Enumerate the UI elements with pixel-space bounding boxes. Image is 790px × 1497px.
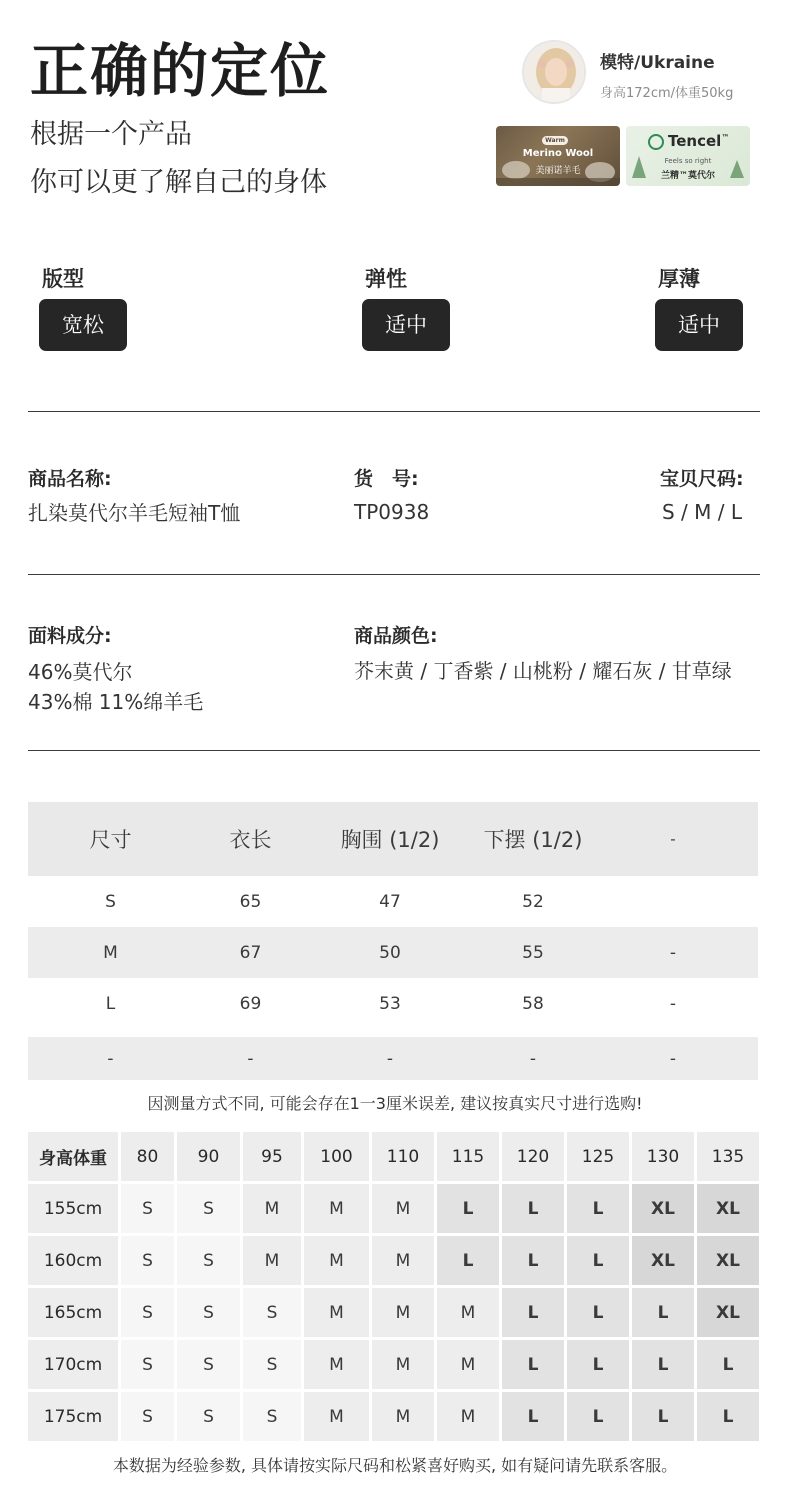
fit-size-cell: S — [121, 1184, 174, 1233]
fit-header-weight: 125 — [567, 1132, 629, 1181]
subtitle-line-2: 你可以更了解自己的身体 — [30, 167, 327, 198]
size-table — [28, 802, 758, 1080]
fit-size-cell: M — [437, 1392, 499, 1441]
size-cell — [638, 876, 708, 927]
fit-header-weight: 135 — [697, 1132, 759, 1181]
divider — [28, 411, 760, 412]
fit-size-cell: L — [567, 1340, 629, 1389]
model-portrait-image — [524, 42, 586, 104]
fit-size-cell: M — [304, 1392, 369, 1441]
table-row — [28, 1392, 759, 1441]
size-cell: - — [247, 1048, 254, 1069]
fit-size-cell: S — [177, 1184, 240, 1233]
size-header-hem: 下摆 (1/2) — [483, 828, 583, 852]
tencel-cn: 兰精™莫代尔 — [660, 171, 715, 181]
footer-note: 本数据为经验参数, 具体请按实际尺码和松紧喜好购买, 如有疑问请先联系客服。 — [112, 1456, 678, 1475]
fit-size-cell: L — [567, 1236, 629, 1285]
tencel-logo-text: Tencel™ — [668, 132, 730, 150]
attr-value-elasticity: 适中 — [362, 299, 450, 351]
table-row — [28, 1236, 759, 1285]
fit-size-cell: L — [502, 1392, 564, 1441]
divider — [28, 574, 760, 575]
fit-size-cell: L — [632, 1340, 694, 1389]
fit-size-cell: M — [243, 1236, 301, 1285]
merino-wool-cn: 美丽诺羊毛 — [535, 166, 581, 176]
size-cell: 52 — [522, 891, 544, 912]
fit-header-weight: 120 — [502, 1132, 564, 1181]
size-cell: - — [669, 1048, 677, 1069]
fit-size-cell: S — [121, 1288, 174, 1337]
fit-size-cell: XL — [632, 1184, 694, 1233]
fit-header-weight: 110 — [372, 1132, 434, 1181]
table-row — [28, 876, 758, 927]
model-stats: 身高172cm/体重50kg — [600, 86, 734, 101]
fit-row-height: 155cm — [28, 1184, 118, 1233]
fabric-label: 面料成分: — [28, 625, 112, 647]
fit-size-cell: L — [437, 1184, 499, 1233]
fit-size-cell: L — [632, 1392, 694, 1441]
fit-size-cell: M — [372, 1236, 434, 1285]
size-header-size: 尺寸 — [89, 828, 132, 852]
attr-label-thickness: 厚薄 — [658, 267, 700, 291]
fit-row-height: 170cm — [28, 1340, 118, 1389]
fit-size-cell: M — [372, 1340, 434, 1389]
tencel-slogan: Feels so right — [664, 157, 712, 165]
fit-table-header — [28, 1132, 759, 1181]
fit-size-cell: S — [121, 1340, 174, 1389]
fit-size-cell: L — [502, 1184, 564, 1233]
model-name: 模特/Ukraine — [600, 53, 715, 73]
fit-size-cell: L — [567, 1392, 629, 1441]
fit-size-cell: S — [177, 1392, 240, 1441]
model-avatar — [522, 40, 586, 104]
attr-label-fit: 版型 — [42, 267, 84, 291]
table-row — [28, 1037, 758, 1080]
fit-size-cell: M — [304, 1184, 369, 1233]
size-cell: L — [105, 993, 116, 1014]
size-cell: - — [107, 1048, 114, 1069]
fit-size-cell: L — [502, 1288, 564, 1337]
size-cell: 67 — [239, 942, 262, 963]
size-cell: M — [103, 942, 118, 963]
subtitle-line-1: 根据一个产品 — [30, 119, 192, 150]
table-row — [28, 978, 758, 1029]
fabric-line-1: 46%莫代尔 — [28, 660, 133, 684]
size-cell: 58 — [522, 993, 544, 1014]
size-cell: 53 — [379, 993, 401, 1014]
sizes-value: S / M / L — [662, 500, 742, 524]
size-cell: - — [669, 993, 677, 1014]
fit-row-height: 160cm — [28, 1236, 118, 1285]
size-cell: 69 — [239, 993, 262, 1014]
size-header-chest: 胸围 (1/2) — [340, 828, 440, 852]
sizes-label: 宝贝尺码: — [660, 468, 744, 490]
fit-size-cell: M — [437, 1340, 499, 1389]
fit-size-cell: S — [121, 1392, 174, 1441]
fit-size-cell: S — [177, 1236, 240, 1285]
fit-header-weight: 100 — [304, 1132, 369, 1181]
fit-size-cell: XL — [697, 1236, 759, 1285]
fit-size-cell: M — [372, 1184, 434, 1233]
size-cell: - — [529, 1048, 537, 1069]
tencel-badge — [626, 126, 750, 186]
table-row — [28, 1340, 759, 1389]
fit-table — [28, 1132, 759, 1444]
fit-row-height: 175cm — [28, 1392, 118, 1441]
fit-size-cell: L — [437, 1236, 499, 1285]
merino-wool-title: Merino Wool — [522, 148, 594, 159]
fit-row-height: 165cm — [28, 1288, 118, 1337]
merino-wool-badge — [496, 126, 620, 186]
fit-size-cell: L — [502, 1340, 564, 1389]
color-value: 芥末黄 / 丁香紫 / 山桃粉 / 耀石灰 / 甘草绿 — [354, 659, 732, 683]
size-cell: S — [105, 891, 116, 912]
fit-size-cell: XL — [632, 1236, 694, 1285]
size-table-header — [28, 802, 758, 876]
fit-size-cell: S — [177, 1288, 240, 1337]
fit-size-cell: L — [697, 1392, 759, 1441]
fit-size-cell: S — [177, 1340, 240, 1389]
size-cell: 55 — [522, 942, 544, 963]
fit-header-corner: 身高体重 — [28, 1132, 118, 1181]
fit-size-cell: L — [567, 1288, 629, 1337]
warm-tag: Warm — [542, 136, 568, 145]
page-title: 正确的定位 — [30, 37, 331, 105]
size-header-length: 衣长 — [229, 828, 272, 852]
fit-size-cell: S — [243, 1288, 301, 1337]
fit-size-cell: L — [632, 1288, 694, 1337]
size-header-extra: - — [670, 830, 676, 848]
product-name-value: 扎染莫代尔羊毛短袖T恤 — [28, 501, 241, 525]
fit-header-weight: 80 — [121, 1132, 174, 1181]
fit-header-weight: 115 — [437, 1132, 499, 1181]
fit-size-cell: M — [243, 1184, 301, 1233]
sku-label: 货 号: — [354, 468, 419, 490]
fit-header-weight: 130 — [632, 1132, 694, 1181]
product-name-label: 商品名称: — [28, 468, 112, 490]
attr-value-thickness: 适中 — [655, 299, 743, 351]
fit-size-cell: XL — [697, 1288, 759, 1337]
table-row — [28, 1288, 759, 1337]
fabric-line-2: 43%棉 11%绵羊毛 — [28, 690, 204, 714]
attr-label-elasticity: 弹性 — [365, 267, 407, 291]
color-label: 商品颜色: — [354, 625, 438, 647]
size-cell: 50 — [379, 942, 401, 963]
fit-size-cell: M — [372, 1392, 434, 1441]
measurement-note: 因测量方式不同, 可能会存在1一3厘米误差, 建议按真实尺寸进行选购! — [147, 1094, 643, 1113]
sku-value: TP0938 — [354, 500, 430, 524]
table-row — [28, 927, 758, 978]
tencel-leaf-icon — [648, 134, 664, 150]
fit-size-cell: L — [502, 1236, 564, 1285]
fit-size-cell: S — [243, 1392, 301, 1441]
fit-size-cell: M — [437, 1288, 499, 1337]
fit-size-cell: M — [372, 1288, 434, 1337]
size-cell: 47 — [379, 891, 401, 912]
size-cell: - — [669, 942, 677, 963]
fit-size-cell: M — [304, 1340, 369, 1389]
fit-size-cell: S — [243, 1340, 301, 1389]
size-cell: 65 — [239, 891, 262, 912]
fit-header-weight: 90 — [177, 1132, 240, 1181]
size-cell: - — [386, 1048, 394, 1069]
table-row — [28, 1184, 759, 1233]
fit-header-weight: 95 — [243, 1132, 301, 1181]
divider — [28, 750, 760, 751]
fit-size-cell: M — [304, 1236, 369, 1285]
fit-size-cell: XL — [697, 1184, 759, 1233]
fit-size-cell: L — [697, 1340, 759, 1389]
attr-value-fit: 宽松 — [39, 299, 127, 351]
fit-size-cell: L — [567, 1184, 629, 1233]
fit-size-cell: S — [121, 1236, 174, 1285]
fit-size-cell: M — [304, 1288, 369, 1337]
